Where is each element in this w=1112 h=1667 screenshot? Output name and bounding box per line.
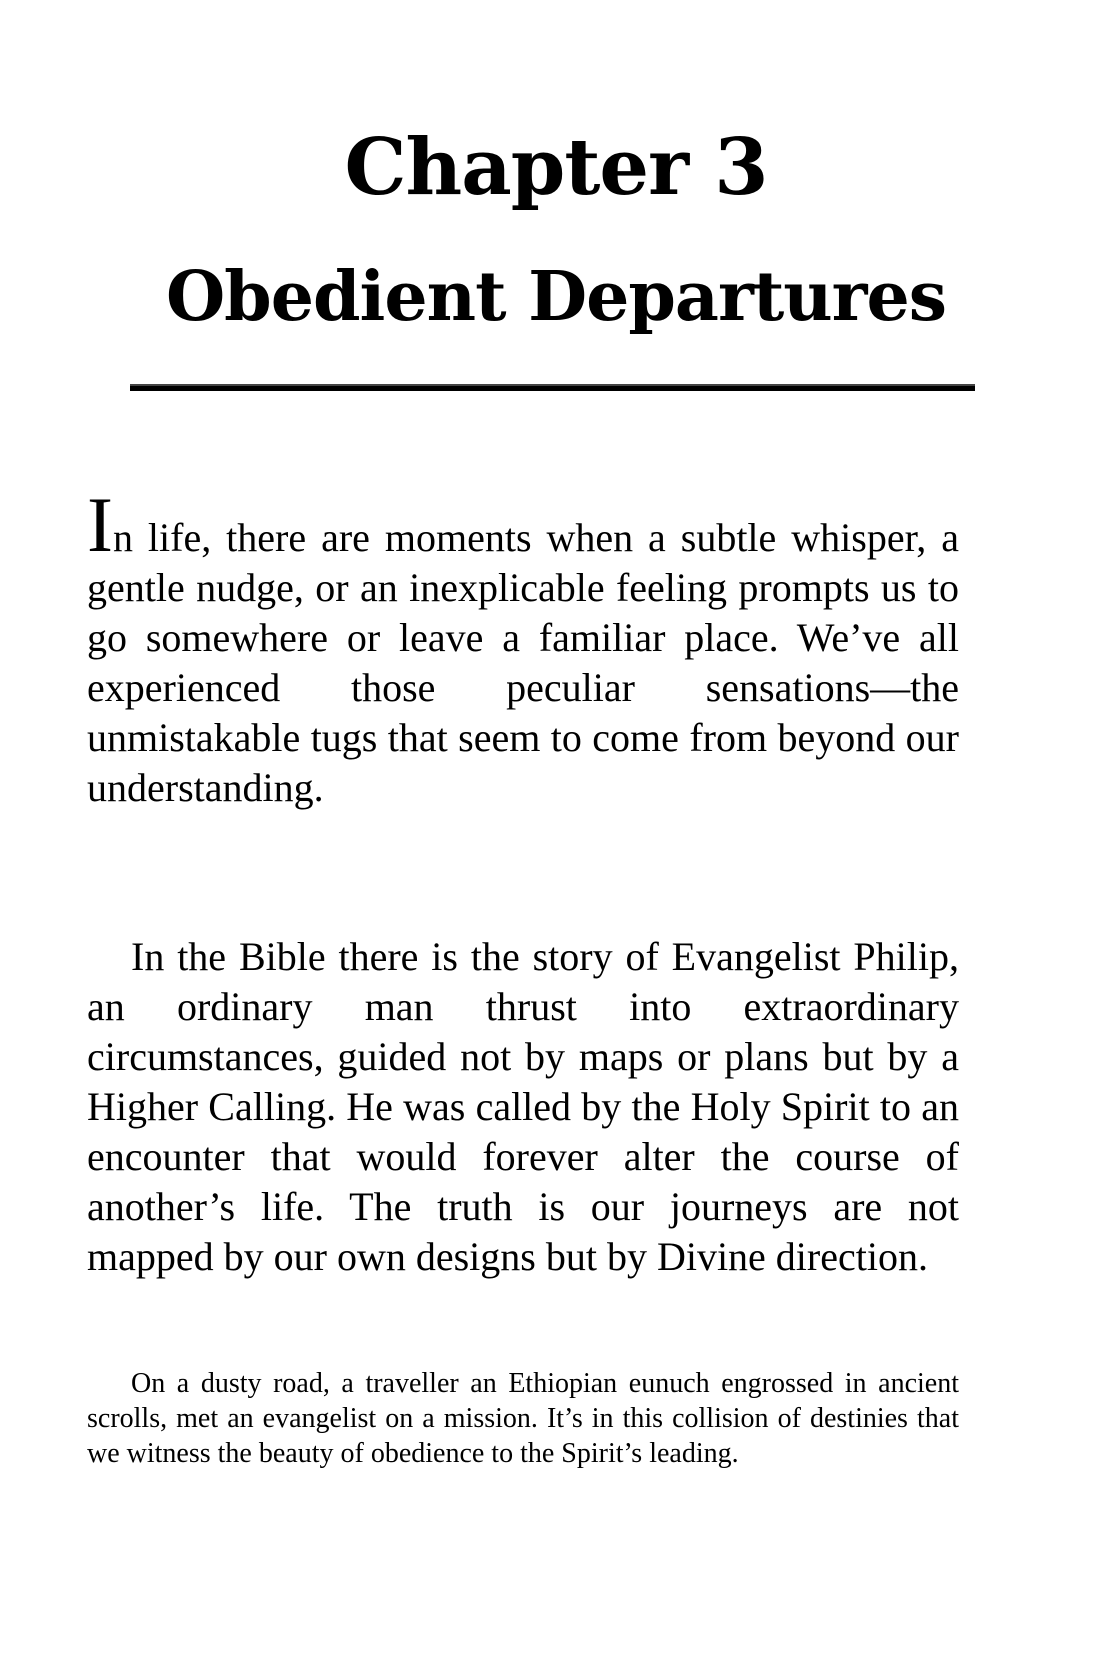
paragraph-1-text: n life, there are moments when a subtle whisper, a gentle nudge, or an inexplicable feeling prompts us to go somewhere or leave a familiar place. We’ve all experienced those peculiar sensations—the unmistakable tugs that seem to come from beyond our understanding.	[87, 515, 959, 810]
paragraph-1	[87, 481, 959, 813]
title-divider-rule	[130, 384, 975, 391]
paragraph-3: On a dusty road, a traveller an Ethiopian eunuch engrossed in ancient scrolls, met an evangelist on a mission. It’s in this collision of destinies that we witness the beauty of obedience to the Spirit’s leading.	[87, 1368, 959, 1469]
paragraph-2: In the Bible there is the story of Evangelist Philip, an ordinary man thrust into extraordinary circumstances, guided not by maps or plans but by a Higher Calling. He was called by the Holy Spirit to an encounter that would forever alter the course of another’s life. The truth is our journeys are not mapped by our own designs but by Divine direction.	[87, 934, 959, 1279]
chapter-number-heading: Chapter 3	[344, 122, 768, 213]
drop-cap-letter: I	[87, 481, 113, 568]
chapter-title-heading: Obedient Departures	[165, 257, 947, 337]
